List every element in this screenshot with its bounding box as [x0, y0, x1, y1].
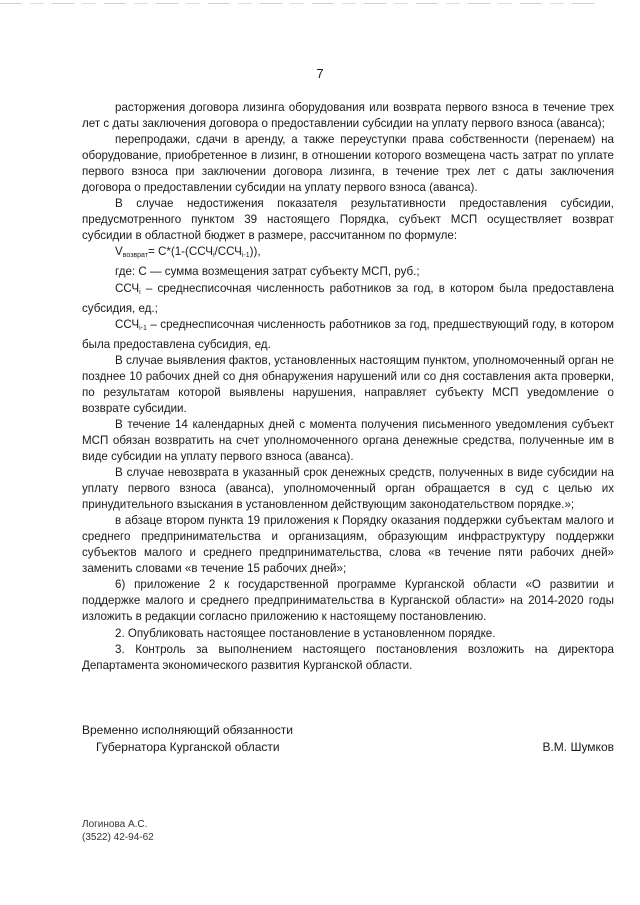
paragraph: расторжения договора лизинга оборудования или возврата первого взноса в течение трех лет с даты заключения договора о предоставлении субсидии на уплату первого взноса (аванса);: [82, 101, 614, 131]
formula-v-subscript: возврат: [122, 252, 148, 260]
paragraph: В случае выявления фактов, установленных настоящим пунктом, уполномоченный орган не позднее 10 рабочих дней со дня обнаружения нарушений или со дня составления акта проверки, по результатам которой выявлены нарушения, направляет субъекту МСП уведомление о возврате субсидии.: [82, 353, 614, 415]
legend-cc-i1-text: – среднесписочная численность работников за год, предшествующий году, в котором была предоставлена субсидия, ед.: [82, 317, 614, 351]
document-body: [82, 100, 614, 674]
legend-c: где: С — сумма возмещения затрат субъекту МСП, руб.;: [115, 265, 420, 279]
signatory-position-line2: Губернатора Курганской области: [96, 740, 280, 754]
paragraph: в абзаце втором пункта 19 приложения к Порядку оказания поддержки субъектам малого и среднего предпринимательства и организациям, образующим инфраструктуру поддержки субъектов малого и среднего предпринимательства, слова «в течение пяти рабочих дней» заменить словами «в течение 15 рабочих дней»;: [82, 514, 614, 576]
paragraph: В случае невозврата в указанный срок денежных средств, полученных в виде субсидии на уплату первого взноса (аванса), уполномоченный орган обращается в суд с целью их принудительного взыскания в установленном действующим законодательством порядке.»;: [82, 466, 614, 512]
legend-cc-i1: [82, 317, 614, 353]
legend-cc-i-text: – среднесписочная численность работников за год, в котором была предоставлена субсидия, ед.;: [82, 281, 614, 315]
signatory-name: В.М. Шумков: [542, 740, 614, 754]
paragraph: В течение 14 календарных дней с момента получения письменного уведомления субъект МСП обязан возвратить на счет уполномоченного органа денежные средства, полученные им в виде субсидии на уплату первого взноса (аванса).: [82, 417, 614, 463]
legend-cc-i1-prefix: ССЧ: [115, 317, 140, 331]
executor-name: Логинова А.С.: [82, 819, 148, 830]
formula-eq: = C*(1-(ССЧ: [147, 245, 213, 259]
refund-formula: [82, 244, 614, 264]
paragraph: 2. Опубликовать настоящее постановление в установленном порядке.: [115, 626, 496, 640]
formula-i1-subscript: i-1: [241, 252, 250, 260]
paragraph: 3. Контроль за выполнением настоящего постановления возложить на директора Департамента экономического развития Курганской области.: [82, 642, 614, 672]
paragraph: перепродажи, сдачи в аренду, а также переуступки права собственности (перенаем) на оборудование, приобретенное в лизинг, в отношении которого возмещена часть затрат по уплате первого взноса при заключении договора лизинга, в течение трех лет с даты заключения договора о предоставлении субсидии на уплату первого взноса (аванса).: [82, 133, 614, 195]
paragraph: В случае недостижения показателя результативности предоставления субсидии, предусмотренного пунктом 39 настоящего Порядка, субъект МСП осуществляет возврат субсидии в областной бюджет в размере, рассчитанном по формуле:: [82, 197, 614, 243]
legend-cc-i-subscript: i: [139, 288, 141, 296]
executor-phone: (3522) 42-94-62: [82, 832, 154, 843]
formula-close: )),: [249, 245, 261, 259]
signature-block: [82, 722, 614, 756]
paragraph: 6) приложение 2 к государственной программе Курганской области «О развитии и поддержке малого и среднего предпринимательства в Курганской области» на 2014-2020 годы изложить в редакции согласно приложению к настоящему постановлению.: [82, 578, 614, 624]
signatory-position-line1: Временно исполняющий обязанности: [82, 723, 293, 737]
legend-cc-i: [82, 281, 614, 317]
scan-header-line: [0, 3, 600, 4]
page-number: 7: [316, 66, 324, 81]
formula-slash: /ССЧ: [214, 245, 242, 259]
formula-i-subscript: i: [212, 252, 215, 260]
formula-v: V: [115, 245, 123, 259]
executor-info: [82, 818, 154, 844]
legend-cc-i1-subscript: i-1: [139, 324, 147, 332]
legend-cc-i-prefix: ССЧ: [115, 281, 140, 295]
